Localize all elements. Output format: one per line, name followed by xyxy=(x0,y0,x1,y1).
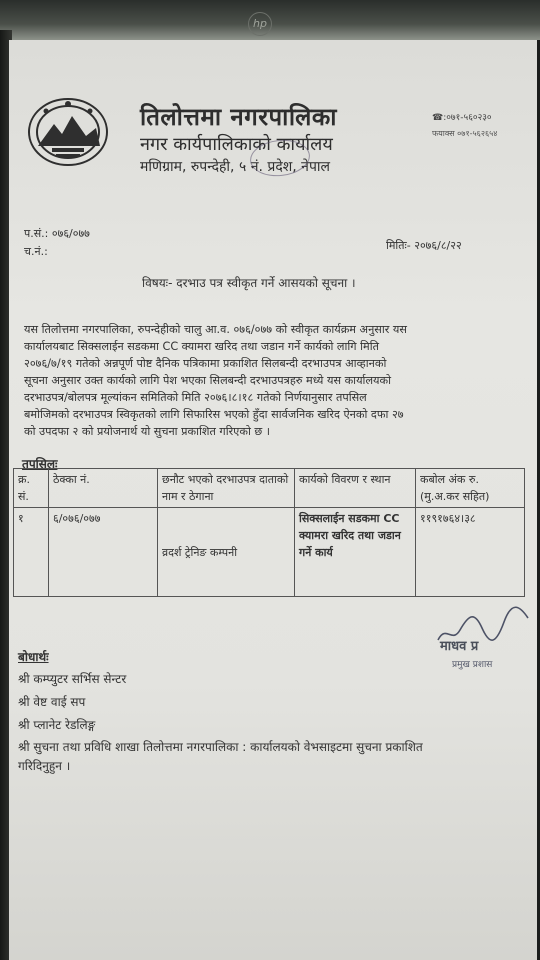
body-line: २०७६/७/१९ गतेको अन्नपूर्ण पोष्ट दैनिक पत्रिकामा प्रकाशित सिलबन्दी दरभाउपत्र आव्हानको xyxy=(24,357,387,370)
body-line: सूचना अनुसार उक्त कार्यको लागि पेश भएका सिलबन्दी दरभाउपत्रहरु मध्ये यस कार्यालयको xyxy=(24,374,392,387)
header-serial: क्र. सं. xyxy=(14,469,49,508)
notice-body xyxy=(24,321,520,440)
details-table xyxy=(13,468,525,597)
table-label: तपसिलः xyxy=(22,457,58,471)
body-line: को उपदफा २ को प्रयोजनार्थ यो सुचना प्रकाशित गरिएको छ । xyxy=(24,425,271,438)
cc-item: श्री वेष्ट वाई सप xyxy=(18,695,86,709)
cc-label: बोधार्थः xyxy=(18,650,49,664)
signatory-title: प्रमुख प्रशास xyxy=(452,660,493,670)
body-line: यस तिलोत्तमा नगरपालिका, रुपन्देहीको चालु आ.व. ०७६/०७७ को स्वीकृत कार्यक्रम अनुसार यस xyxy=(24,323,407,336)
header-work-description: कार्यको विवरण र स्थान xyxy=(295,469,416,508)
hp-logo-icon: hp xyxy=(248,12,272,36)
document-date: मितिः- २०७६/८/२२ xyxy=(386,239,462,252)
cc-item: गरिदिनुहुन । xyxy=(18,759,71,773)
office-subtitle: नगर कार्यपालिकाको कार्यालय xyxy=(140,134,333,155)
table-header-row xyxy=(14,469,525,508)
cell-work-description: सिक्सलाईन सडकमा CC क्यामरा खरिद तथा जडान गर्ने कार्य xyxy=(295,508,416,597)
cc-item: श्री सुचना तथा प्रविधि शाखा तिलोत्तमा नगरपालिका : कार्यालयको वेभसाइटमा सुचना प्रकाशित xyxy=(18,740,423,754)
body-line: दरभाउपत्र/बोलपत्र मूल्यांकन समितिको मिति २०७६।८।१८ गतेको निर्णयानुसार तपसिल xyxy=(24,391,367,404)
body-line: बमोजिमको दरभाउपत्र स्विकृतको लागि सिफारिस भएको हुँदा सार्वजनिक खरिद ऐनको दफा २७ xyxy=(24,408,404,421)
cell-bidder: व्रदर्श ट्रेनिङ कम्पनी xyxy=(158,508,295,597)
fax-number: फयाक्स ०७१-५६२६५४ xyxy=(432,129,498,138)
header-contract-no: ठेक्का नं. xyxy=(49,469,158,508)
cell-contract-no: ६/०७६/०७७ xyxy=(49,508,158,597)
background-screen xyxy=(0,0,540,40)
phone-number: ☎:०७१-५६०२३० xyxy=(432,113,492,123)
body-line: कार्यालयबाट सिक्सलाईन सडकमा CC क्यामरा खरिद तथा जडान गर्ने कार्यको लागि मिति xyxy=(24,340,380,353)
header-bid-amount: कबोल अंक रु. (मु.अ.कर सहित) xyxy=(416,469,525,508)
office-address: मणिग्राम, रुपन्देही, ५ नं. प्रदेश, नेपाल xyxy=(140,159,331,175)
cell-bid-amount: ११९१७६४।३८ xyxy=(416,508,525,597)
cell-serial: १ xyxy=(14,508,49,597)
municipality-title: तिलोत्तमा नगरपालिका xyxy=(140,103,338,131)
reference-number: प.सं.: ०७६/०७७ xyxy=(24,227,90,240)
table-row xyxy=(14,508,525,597)
signatory-name: माधव प्र xyxy=(440,639,479,654)
cc-item: श्री प्लानेट रेडलिङ्ग xyxy=(18,718,96,732)
dispatch-number: च.नं.: xyxy=(24,245,48,258)
cc-item: श्री कम्प्युटर सर्भिस सेन्टर xyxy=(18,672,127,686)
header-bidder: छनौट भएको दरभाउपत्र दाताको नाम र ठेगाना xyxy=(158,469,295,508)
subject-line: विषयः- दरभाउ पत्र स्वीकृत गर्ने आसयको सूचना । xyxy=(142,276,356,290)
emblem-icon xyxy=(26,96,110,168)
